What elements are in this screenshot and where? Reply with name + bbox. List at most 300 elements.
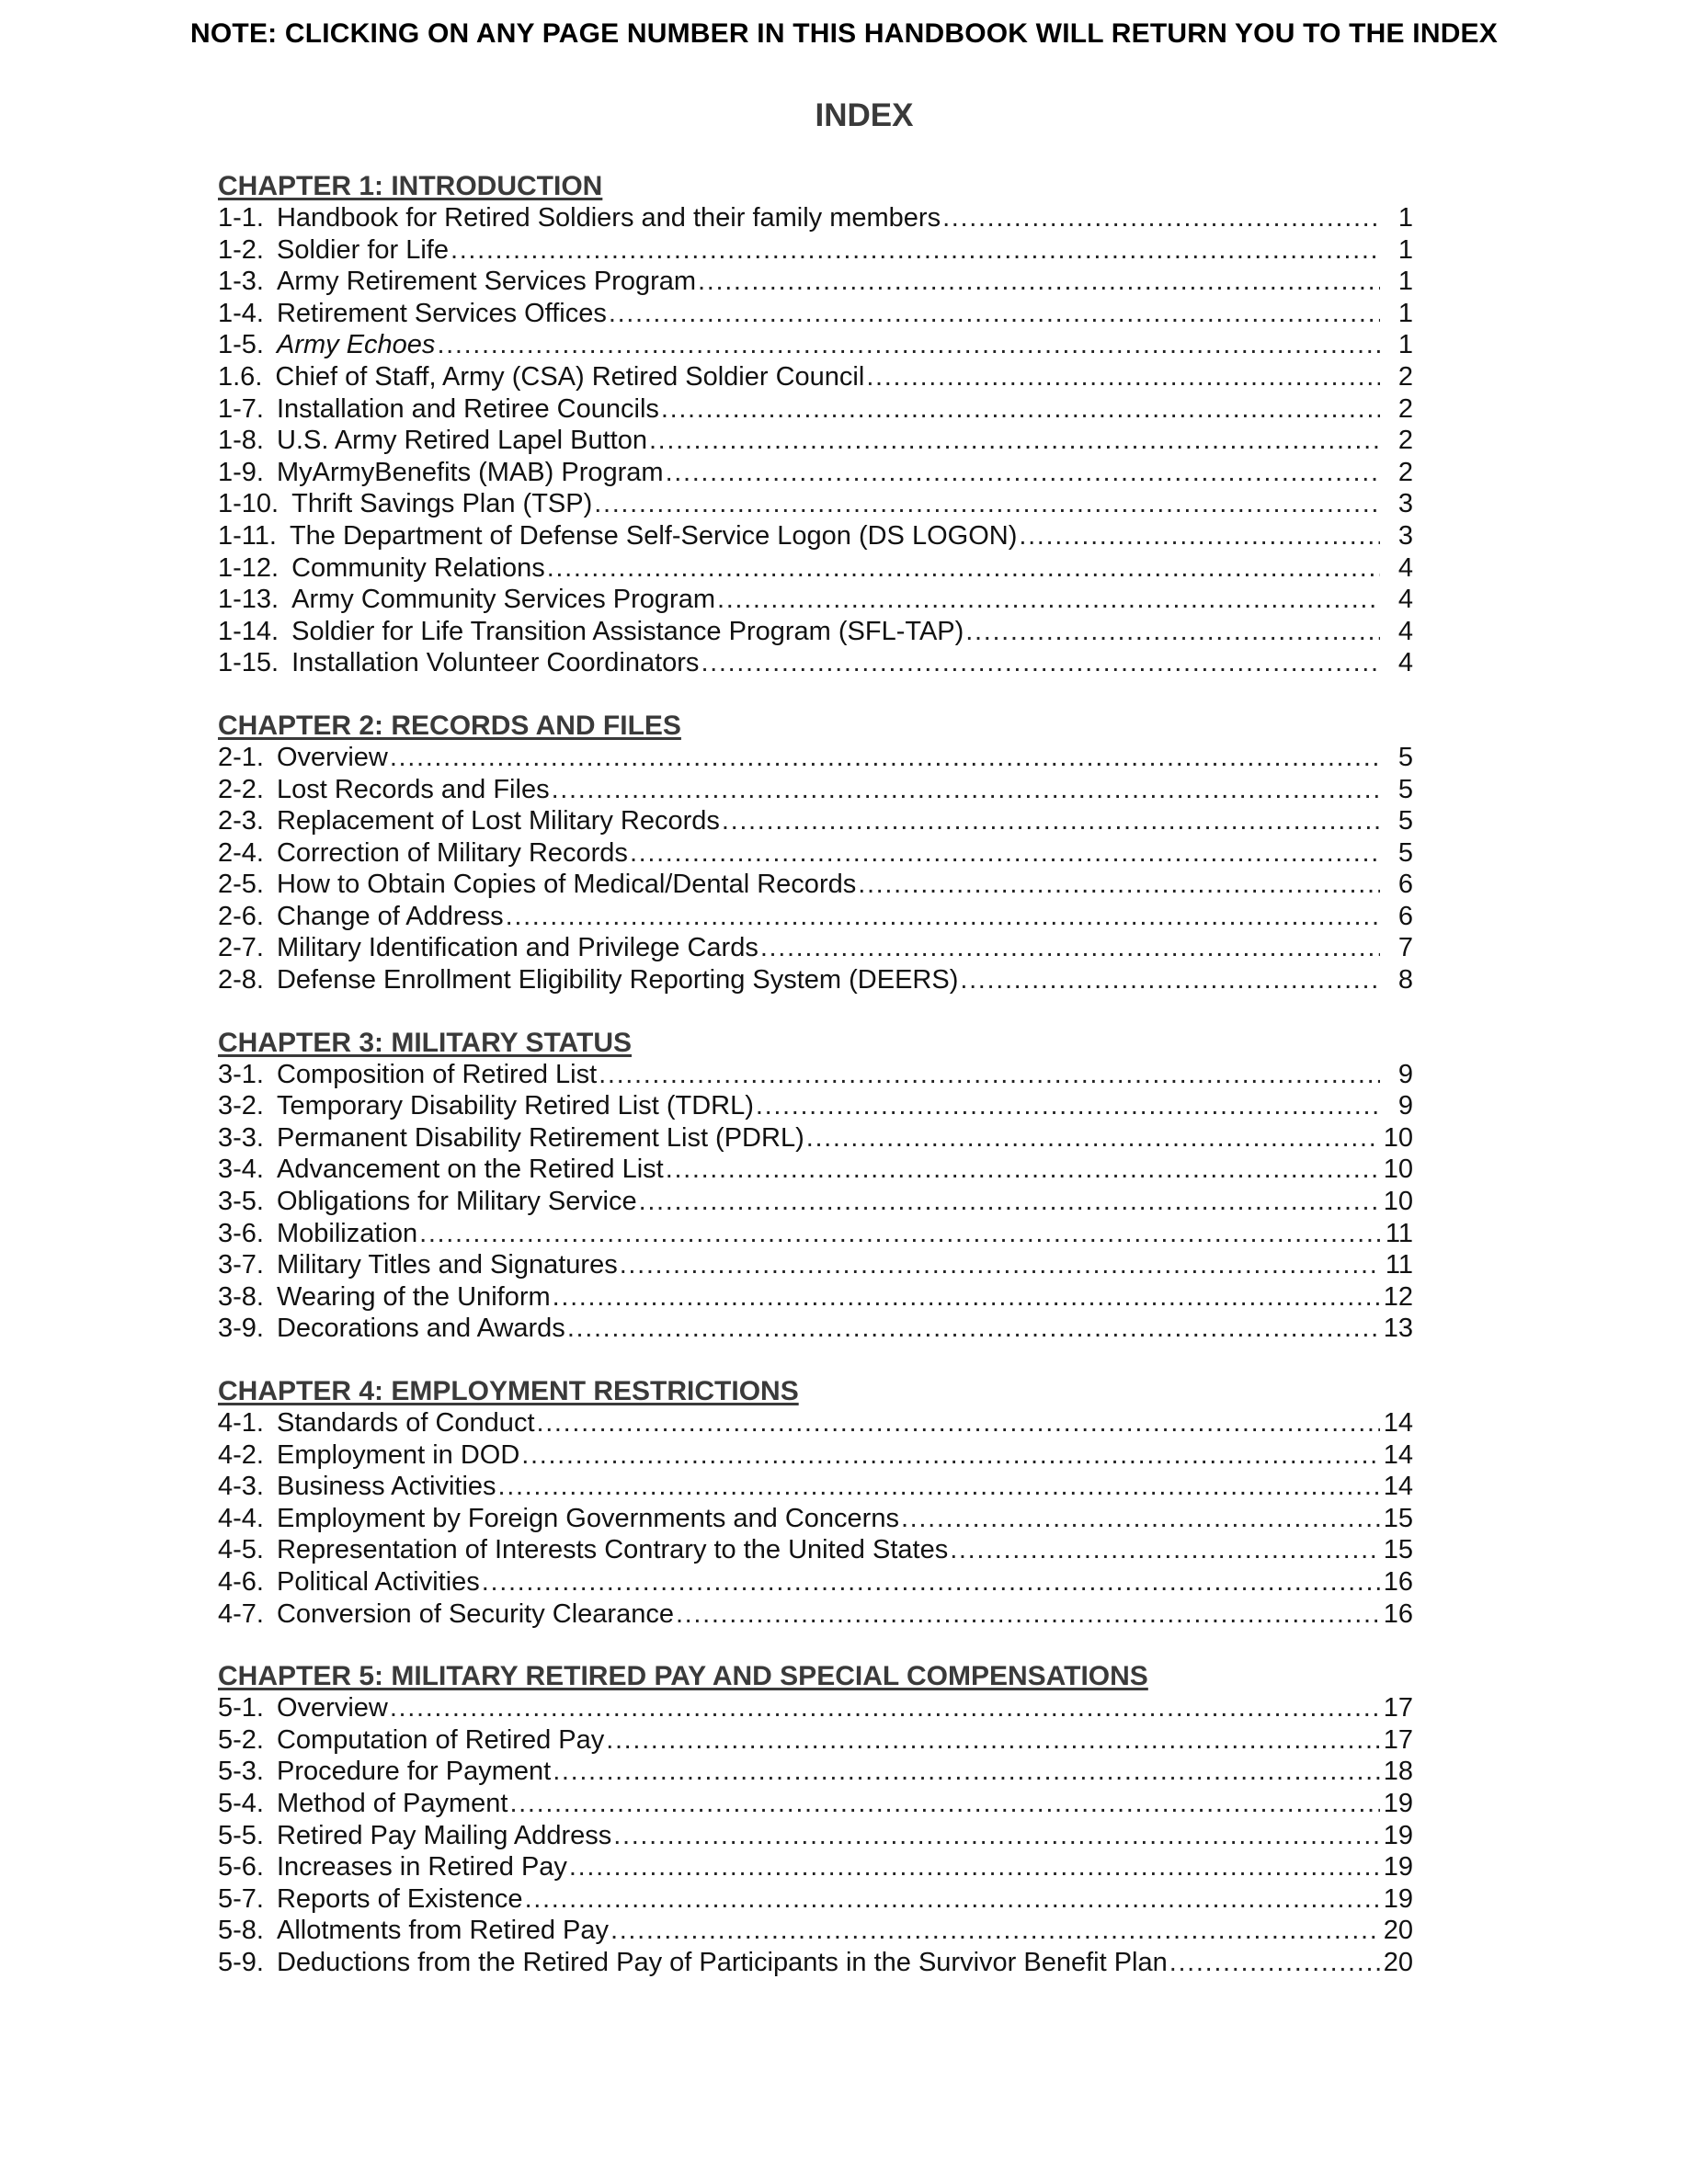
- section-number: 5-8.: [218, 1916, 264, 1946]
- toc-entry-label: [218, 901, 504, 933]
- section-number: 1-1.: [218, 203, 264, 233]
- section-title: Soldier for Life: [276, 234, 449, 265]
- dot-leader: [649, 425, 1380, 457]
- section-number: 3-5.: [218, 1187, 264, 1217]
- section-number: 1-5.: [218, 330, 264, 360]
- dot-leader: [698, 266, 1380, 298]
- dot-leader: [599, 1059, 1380, 1091]
- toc-entry[interactable]: [218, 1788, 1413, 1820]
- toc-entry-label: [218, 1851, 567, 1883]
- toc-entry-label: [218, 1439, 519, 1472]
- page-number-link[interactable]: 2: [1397, 393, 1413, 424]
- toc-entry-label: [218, 742, 388, 774]
- toc-entry[interactable]: [218, 1915, 1413, 1947]
- toc-entry-label: [218, 520, 1017, 552]
- toc-entry[interactable]: [218, 837, 1413, 870]
- dot-leader: [482, 1566, 1380, 1598]
- toc-entry[interactable]: [218, 1851, 1413, 1883]
- section-number: 2-4.: [218, 837, 264, 868]
- section-number: 1-13.: [218, 585, 279, 615]
- dot-leader: [722, 805, 1380, 837]
- dot-leader: [666, 1154, 1380, 1186]
- toc-entry-label: [218, 488, 592, 520]
- toc-entry[interactable]: [218, 202, 1413, 234]
- section-title: Thrift Savings Plan (TSP): [291, 489, 593, 519]
- section-number: 4-5.: [218, 1535, 264, 1565]
- chapter-section: [218, 171, 1413, 679]
- section-title: Installation and Retiree Councils: [276, 393, 659, 424]
- dot-leader: [610, 1915, 1380, 1947]
- section-title: Change of Address: [276, 901, 504, 931]
- chapter-heading[interactable]: CHAPTER 1: INTRODUCTION: [218, 171, 603, 201]
- page-number-link[interactable]: 4: [1397, 585, 1413, 615]
- dot-leader: [509, 1788, 1380, 1820]
- toc-entry[interactable]: [218, 1407, 1413, 1439]
- toc-entry-label: [218, 393, 659, 426]
- toc-entry[interactable]: [218, 1059, 1413, 1091]
- section-title: Wearing of the Uniform: [276, 1281, 551, 1312]
- page-number-link[interactable]: 13: [1383, 1314, 1413, 1344]
- section-title: Retirement Services Offices: [276, 298, 607, 328]
- dot-leader: [451, 234, 1380, 267]
- section-title: Standards of Conduct: [276, 1408, 535, 1438]
- toc-entry[interactable]: [218, 520, 1413, 552]
- section-title: Computation of Retired Pay: [276, 1724, 605, 1755]
- dot-leader: [506, 901, 1380, 933]
- section-number: 3-2.: [218, 1091, 264, 1121]
- section-title: Lost Records and Files: [276, 774, 550, 804]
- dot-leader: [437, 329, 1380, 361]
- section-number: 5-6.: [218, 1852, 264, 1883]
- dot-leader: [594, 488, 1380, 520]
- toc-entry-label: [218, 329, 435, 361]
- toc-entry-label: [218, 1218, 417, 1250]
- section-number: 4-2.: [218, 1439, 264, 1470]
- page-number-link[interactable]: 11: [1385, 1250, 1413, 1280]
- chapter-section: [218, 1028, 1413, 1345]
- section-number: 4-3.: [218, 1472, 264, 1502]
- page-number-link[interactable]: 7: [1397, 933, 1413, 963]
- toc-entry[interactable]: [218, 266, 1413, 298]
- section-title: Conversion of Security Clearance: [276, 1598, 674, 1629]
- toc-entry[interactable]: [218, 584, 1413, 616]
- section-number: 2-2.: [218, 774, 264, 804]
- section-title: U.S. Army Retired Lapel Button: [276, 426, 647, 456]
- page-number-link[interactable]: 1: [1397, 234, 1413, 265]
- toc-entry[interactable]: [218, 1692, 1413, 1724]
- dot-leader: [639, 1186, 1380, 1218]
- toc-entry[interactable]: [218, 1947, 1413, 1979]
- toc-entry[interactable]: [218, 1249, 1413, 1281]
- toc-entry-label: [218, 584, 715, 616]
- section-title: Defense Enrollment Eligibility Reporting System (DEERS): [276, 965, 959, 995]
- toc-entry[interactable]: [218, 774, 1413, 806]
- page-number-link[interactable]: 9: [1397, 1091, 1413, 1121]
- toc-entry[interactable]: [218, 1281, 1413, 1314]
- toc-entry-label: [218, 1090, 754, 1122]
- dot-leader: [606, 1724, 1380, 1757]
- section-title: Method of Payment: [276, 1788, 508, 1818]
- page-number-link[interactable]: 6: [1397, 901, 1413, 931]
- section-title: Correction of Military Records: [276, 837, 628, 868]
- toc-entry-label: [218, 1756, 551, 1788]
- section-title: Decorations and Awards: [276, 1314, 565, 1344]
- toc-entry-label: [218, 425, 647, 457]
- section-number: 5-3.: [218, 1757, 264, 1787]
- toc-entry[interactable]: [218, 425, 1413, 457]
- page-number-link[interactable]: 8: [1397, 965, 1413, 995]
- toc-entry-label: [218, 1598, 674, 1631]
- section-title: Soldier for Life Transition Assistance Program (SFL-TAP): [291, 616, 964, 646]
- toc-entry-label: [218, 1313, 565, 1345]
- chapter-section: [218, 711, 1413, 996]
- section-number: 1-10.: [218, 489, 279, 519]
- page-number-link[interactable]: 17: [1383, 1724, 1413, 1755]
- page-number-link[interactable]: 5: [1397, 837, 1413, 868]
- section-number: 1-2.: [218, 234, 264, 265]
- section-number: 3-4.: [218, 1155, 264, 1185]
- section-number: 4-6.: [218, 1566, 264, 1597]
- section-title: Mobilization: [276, 1218, 418, 1248]
- section-number: 2-6.: [218, 901, 264, 931]
- toc-entry-label: [218, 1154, 664, 1186]
- section-number: 5-2.: [218, 1724, 264, 1755]
- dot-leader: [960, 964, 1380, 996]
- toc-entry[interactable]: [218, 616, 1413, 648]
- section-title: Army Retirement Services Program: [276, 267, 697, 297]
- section-number: 5-5.: [218, 1820, 264, 1850]
- section-title: Overview: [276, 1693, 388, 1723]
- section-title: Advancement on the Retired List: [276, 1155, 664, 1185]
- section-number: 3-7.: [218, 1250, 264, 1280]
- toc-entry-label: [218, 1059, 597, 1091]
- section-number: 3-1.: [218, 1059, 264, 1089]
- dot-leader: [965, 616, 1380, 648]
- page-number-link[interactable]: 1: [1397, 330, 1413, 360]
- toc-entry-label: [218, 774, 550, 806]
- toc-entry[interactable]: [218, 1503, 1413, 1535]
- toc-entry[interactable]: [218, 361, 1413, 393]
- section-title: Handbook for Retired Soldiers and their family members: [276, 203, 941, 233]
- page-number-link[interactable]: 12: [1383, 1281, 1413, 1312]
- toc-entry[interactable]: [218, 1724, 1413, 1757]
- section-title: Composition of Retired List: [276, 1059, 598, 1089]
- dot-leader: [1169, 1947, 1380, 1979]
- section-title: Employment in DOD: [276, 1439, 520, 1470]
- dot-leader: [569, 1851, 1380, 1883]
- toc-entry-label: [218, 964, 958, 996]
- toc-entry-label: [218, 1566, 480, 1598]
- toc-entry-label: [218, 616, 964, 648]
- section-number: 1-11.: [218, 520, 277, 551]
- chapter-heading[interactable]: CHAPTER 5: MILITARY RETIRED PAY AND SPECIAL COMPENSATIONS: [218, 1661, 1148, 1692]
- dot-leader: [942, 202, 1380, 234]
- section-title: Military Identification and Privilege Cards: [276, 933, 758, 963]
- section-title: Reports of Existence: [276, 1883, 523, 1914]
- section-number: 2-1.: [218, 742, 264, 772]
- chapter-heading[interactable]: CHAPTER 4: EMPLOYMENT RESTRICTIONS: [218, 1376, 799, 1406]
- chapter-heading[interactable]: CHAPTER 2: RECORDS AND FILES: [218, 710, 681, 741]
- toc-entry-label: [218, 298, 607, 330]
- page-number-link[interactable]: 14: [1383, 1472, 1413, 1502]
- section-number: 1-9.: [218, 457, 264, 487]
- toc-entry[interactable]: [218, 1313, 1413, 1345]
- section-title: The Department of Defense Self-Service Logon (DS LOGON): [289, 520, 1018, 551]
- toc-entry-label: [218, 1534, 948, 1566]
- section-title: Army Community Services Program: [291, 585, 715, 615]
- page-number-link[interactable]: 19: [1383, 1820, 1413, 1850]
- section-title: Procedure for Payment: [276, 1757, 552, 1787]
- toc-entry[interactable]: [218, 1883, 1413, 1916]
- page-number-link[interactable]: 19: [1383, 1852, 1413, 1883]
- page-number-link[interactable]: 4: [1397, 648, 1413, 678]
- toc-entry[interactable]: [218, 964, 1413, 996]
- section-number: 1-14.: [218, 616, 279, 646]
- page-number-link[interactable]: 6: [1397, 870, 1413, 900]
- page-number-link[interactable]: 1: [1397, 203, 1413, 233]
- toc-entry[interactable]: [218, 234, 1413, 267]
- page-number-link[interactable]: 2: [1397, 361, 1413, 392]
- toc-entry[interactable]: [218, 1218, 1413, 1250]
- page-number-link[interactable]: 10: [1383, 1122, 1413, 1153]
- section-number: 3-9.: [218, 1314, 264, 1344]
- index-title: INDEX: [815, 97, 914, 133]
- page-number-link[interactable]: 5: [1397, 774, 1413, 804]
- section-title: Military Titles and Signatures: [276, 1250, 618, 1280]
- section-number: 2-3.: [218, 806, 264, 836]
- toc-entry-label: [218, 837, 628, 870]
- section-number: 1-7.: [218, 393, 264, 424]
- page-number-link[interactable]: 5: [1397, 742, 1413, 772]
- dot-leader: [613, 1820, 1380, 1852]
- dot-leader: [630, 837, 1380, 870]
- section-number: 5-4.: [218, 1788, 264, 1818]
- dot-leader: [676, 1598, 1380, 1631]
- section-number: 2-7.: [218, 933, 264, 963]
- page-number-link[interactable]: 19: [1383, 1883, 1413, 1914]
- toc-entry-label: [218, 932, 758, 964]
- toc-entry-label: [218, 234, 449, 267]
- page-number-link[interactable]: 15: [1383, 1503, 1413, 1533]
- toc-entry-label: [218, 805, 720, 837]
- page-number-link[interactable]: 15: [1383, 1535, 1413, 1565]
- section-number: 1-4.: [218, 298, 264, 328]
- table-of-contents: [218, 171, 1413, 2010]
- section-title: Community Relations: [291, 552, 545, 583]
- toc-entry-label: [218, 361, 864, 393]
- toc-entry-label: [218, 1407, 535, 1439]
- page-number-link[interactable]: 4: [1397, 616, 1413, 646]
- toc-entry[interactable]: [218, 932, 1413, 964]
- toc-entry-label: [218, 202, 941, 234]
- section-number: 3-8.: [218, 1281, 264, 1312]
- page-number-link[interactable]: 14: [1383, 1408, 1413, 1438]
- section-title: Business Activities: [276, 1472, 496, 1502]
- page-number-link[interactable]: 10: [1383, 1155, 1413, 1185]
- toc-entry[interactable]: [218, 298, 1413, 330]
- section-number: 1-15.: [218, 648, 279, 678]
- section-number: 2-8.: [218, 965, 264, 995]
- section-number: 5-1.: [218, 1693, 264, 1723]
- section-number: 5-9.: [218, 1947, 264, 1977]
- section-title: Chief of Staff, Army (CSA) Retired Soldier Council: [275, 361, 865, 392]
- dot-leader: [552, 774, 1380, 806]
- section-title: Deductions from the Retired Pay of Participants in the Survivor Benefit Plan: [276, 1947, 1168, 1977]
- section-number: 5-7.: [218, 1883, 264, 1914]
- toc-entry-label: [218, 1122, 804, 1155]
- toc-entry[interactable]: [218, 1122, 1413, 1155]
- page-number-link[interactable]: 4: [1397, 552, 1413, 583]
- toc-entry[interactable]: [218, 742, 1413, 774]
- section-title: Installation Volunteer Coordinators: [291, 648, 700, 678]
- dot-leader: [756, 1090, 1380, 1122]
- dot-leader: [1019, 520, 1380, 552]
- page-number-link[interactable]: 9: [1397, 1059, 1413, 1089]
- page-number-link[interactable]: 3: [1397, 520, 1413, 551]
- chapter-section: [218, 1376, 1413, 1630]
- section-title: Political Activities: [276, 1566, 480, 1597]
- dot-leader: [858, 869, 1380, 901]
- section-title: Increases in Retired Pay: [276, 1852, 567, 1883]
- chapter-heading[interactable]: CHAPTER 3: MILITARY STATUS: [218, 1027, 632, 1058]
- section-title: Army Echoes: [276, 330, 436, 360]
- dot-leader: [950, 1534, 1380, 1566]
- toc-entry[interactable]: [218, 1756, 1413, 1788]
- dot-leader: [567, 1313, 1380, 1345]
- section-title: MyArmyBenefits (MAB) Program: [276, 457, 664, 487]
- dot-leader: [390, 1692, 1380, 1724]
- section-title: Allotments from Retired Pay: [276, 1916, 609, 1946]
- page-number-link[interactable]: 5: [1397, 806, 1413, 836]
- handbook-note: NOTE: CLICKING ON ANY PAGE NUMBER IN THIS HANDBOOK WILL RETURN YOU TO THE INDEX: [190, 18, 1498, 49]
- toc-entry-label: [218, 1820, 611, 1852]
- section-number: 1-3.: [218, 267, 264, 297]
- section-number: 3-6.: [218, 1218, 264, 1248]
- toc-entry[interactable]: [218, 488, 1413, 520]
- section-title: Replacement of Lost Military Records: [276, 806, 720, 836]
- page-number-link[interactable]: 20: [1383, 1916, 1413, 1946]
- dot-leader: [661, 393, 1380, 426]
- toc-entry[interactable]: [218, 1471, 1413, 1503]
- page-number-link[interactable]: 10: [1383, 1187, 1413, 1217]
- toc-entry[interactable]: [218, 901, 1413, 933]
- toc-entry-label: [218, 1947, 1168, 1979]
- section-title: How to Obtain Copies of Medical/Dental Records: [276, 870, 857, 900]
- toc-entry[interactable]: [218, 1186, 1413, 1218]
- page-number-link[interactable]: 19: [1383, 1788, 1413, 1818]
- toc-entry-label: [218, 1186, 637, 1218]
- dot-leader: [419, 1218, 1380, 1250]
- page-number-link[interactable]: 14: [1383, 1439, 1413, 1470]
- toc-entry-label: [218, 1503, 899, 1535]
- page-number-link[interactable]: 1: [1397, 267, 1413, 297]
- page-number-link[interactable]: 18: [1383, 1757, 1413, 1787]
- section-title: Retired Pay Mailing Address: [276, 1820, 612, 1850]
- section-number: 1-12.: [218, 552, 279, 583]
- section-number: 4-7.: [218, 1598, 264, 1629]
- page-number-link[interactable]: 16: [1383, 1566, 1413, 1597]
- dot-leader: [620, 1249, 1380, 1281]
- section-number: 1-8.: [218, 426, 264, 456]
- section-number: 3-3.: [218, 1122, 264, 1153]
- section-title: Obligations for Military Service: [276, 1187, 637, 1217]
- page-number-link[interactable]: 2: [1397, 457, 1413, 487]
- dot-leader: [609, 298, 1380, 330]
- page-number-link[interactable]: 3: [1397, 489, 1413, 519]
- section-number: 2-5.: [218, 870, 264, 900]
- toc-entry-label: [218, 1788, 508, 1820]
- dot-leader: [701, 647, 1380, 679]
- toc-entry-label: [218, 552, 545, 585]
- toc-entry-label: [218, 457, 664, 489]
- toc-entry[interactable]: [218, 1598, 1413, 1631]
- dot-leader: [717, 584, 1380, 616]
- dot-leader: [521, 1439, 1380, 1472]
- page-number-link[interactable]: 17: [1383, 1693, 1413, 1723]
- toc-entry-label: [218, 647, 699, 679]
- dot-leader: [525, 1883, 1380, 1916]
- toc-entry[interactable]: [218, 552, 1413, 585]
- section-number: 4-1.: [218, 1408, 264, 1438]
- toc-entry-label: [218, 1692, 388, 1724]
- section-title: Permanent Disability Retirement List (PDRL): [276, 1122, 804, 1153]
- section-title: Overview: [276, 742, 388, 772]
- page-number-link[interactable]: 16: [1383, 1598, 1413, 1629]
- toc-entry[interactable]: [218, 647, 1413, 679]
- toc-entry[interactable]: [218, 1566, 1413, 1598]
- toc-entry[interactable]: [218, 1090, 1413, 1122]
- toc-entry[interactable]: [218, 1820, 1413, 1852]
- dot-leader: [553, 1281, 1380, 1314]
- dot-leader: [390, 742, 1380, 774]
- dot-leader: [866, 361, 1380, 393]
- dot-leader: [537, 1407, 1381, 1439]
- toc-entry[interactable]: [218, 1439, 1413, 1472]
- page-number-link[interactable]: 2: [1397, 426, 1413, 456]
- section-title: Representation of Interests Contrary to the United States: [276, 1535, 949, 1565]
- toc-entry[interactable]: [218, 457, 1413, 489]
- section-title: Temporary Disability Retired List (TDRL): [276, 1091, 754, 1121]
- page-number-link[interactable]: 20: [1383, 1947, 1413, 1977]
- section-number: 1.6.: [218, 361, 263, 392]
- toc-entry-label: [218, 1883, 523, 1916]
- toc-entry-label: [218, 266, 696, 298]
- toc-entry[interactable]: [218, 1154, 1413, 1186]
- chapter-section: [218, 1661, 1413, 1978]
- dot-leader: [498, 1471, 1380, 1503]
- page-number-link[interactable]: 11: [1385, 1218, 1413, 1248]
- section-number: 4-4.: [218, 1503, 264, 1533]
- section-title: Employment by Foreign Governments and Concerns: [276, 1503, 899, 1533]
- page-number-link[interactable]: 1: [1397, 298, 1413, 328]
- dot-leader: [666, 457, 1380, 489]
- dot-leader: [901, 1503, 1380, 1535]
- toc-entry[interactable]: [218, 869, 1413, 901]
- toc-entry[interactable]: [218, 1534, 1413, 1566]
- toc-entry-label: [218, 1915, 609, 1947]
- toc-entry-label: [218, 1471, 496, 1503]
- toc-entry[interactable]: [218, 805, 1413, 837]
- toc-entry-label: [218, 1249, 618, 1281]
- dot-leader: [553, 1756, 1380, 1788]
- toc-entry-label: [218, 1281, 551, 1314]
- toc-entry[interactable]: [218, 329, 1413, 361]
- toc-entry-label: [218, 869, 856, 901]
- toc-entry[interactable]: [218, 393, 1413, 426]
- dot-leader: [760, 932, 1380, 964]
- dot-leader: [547, 552, 1380, 585]
- toc-entry-label: [218, 1724, 604, 1757]
